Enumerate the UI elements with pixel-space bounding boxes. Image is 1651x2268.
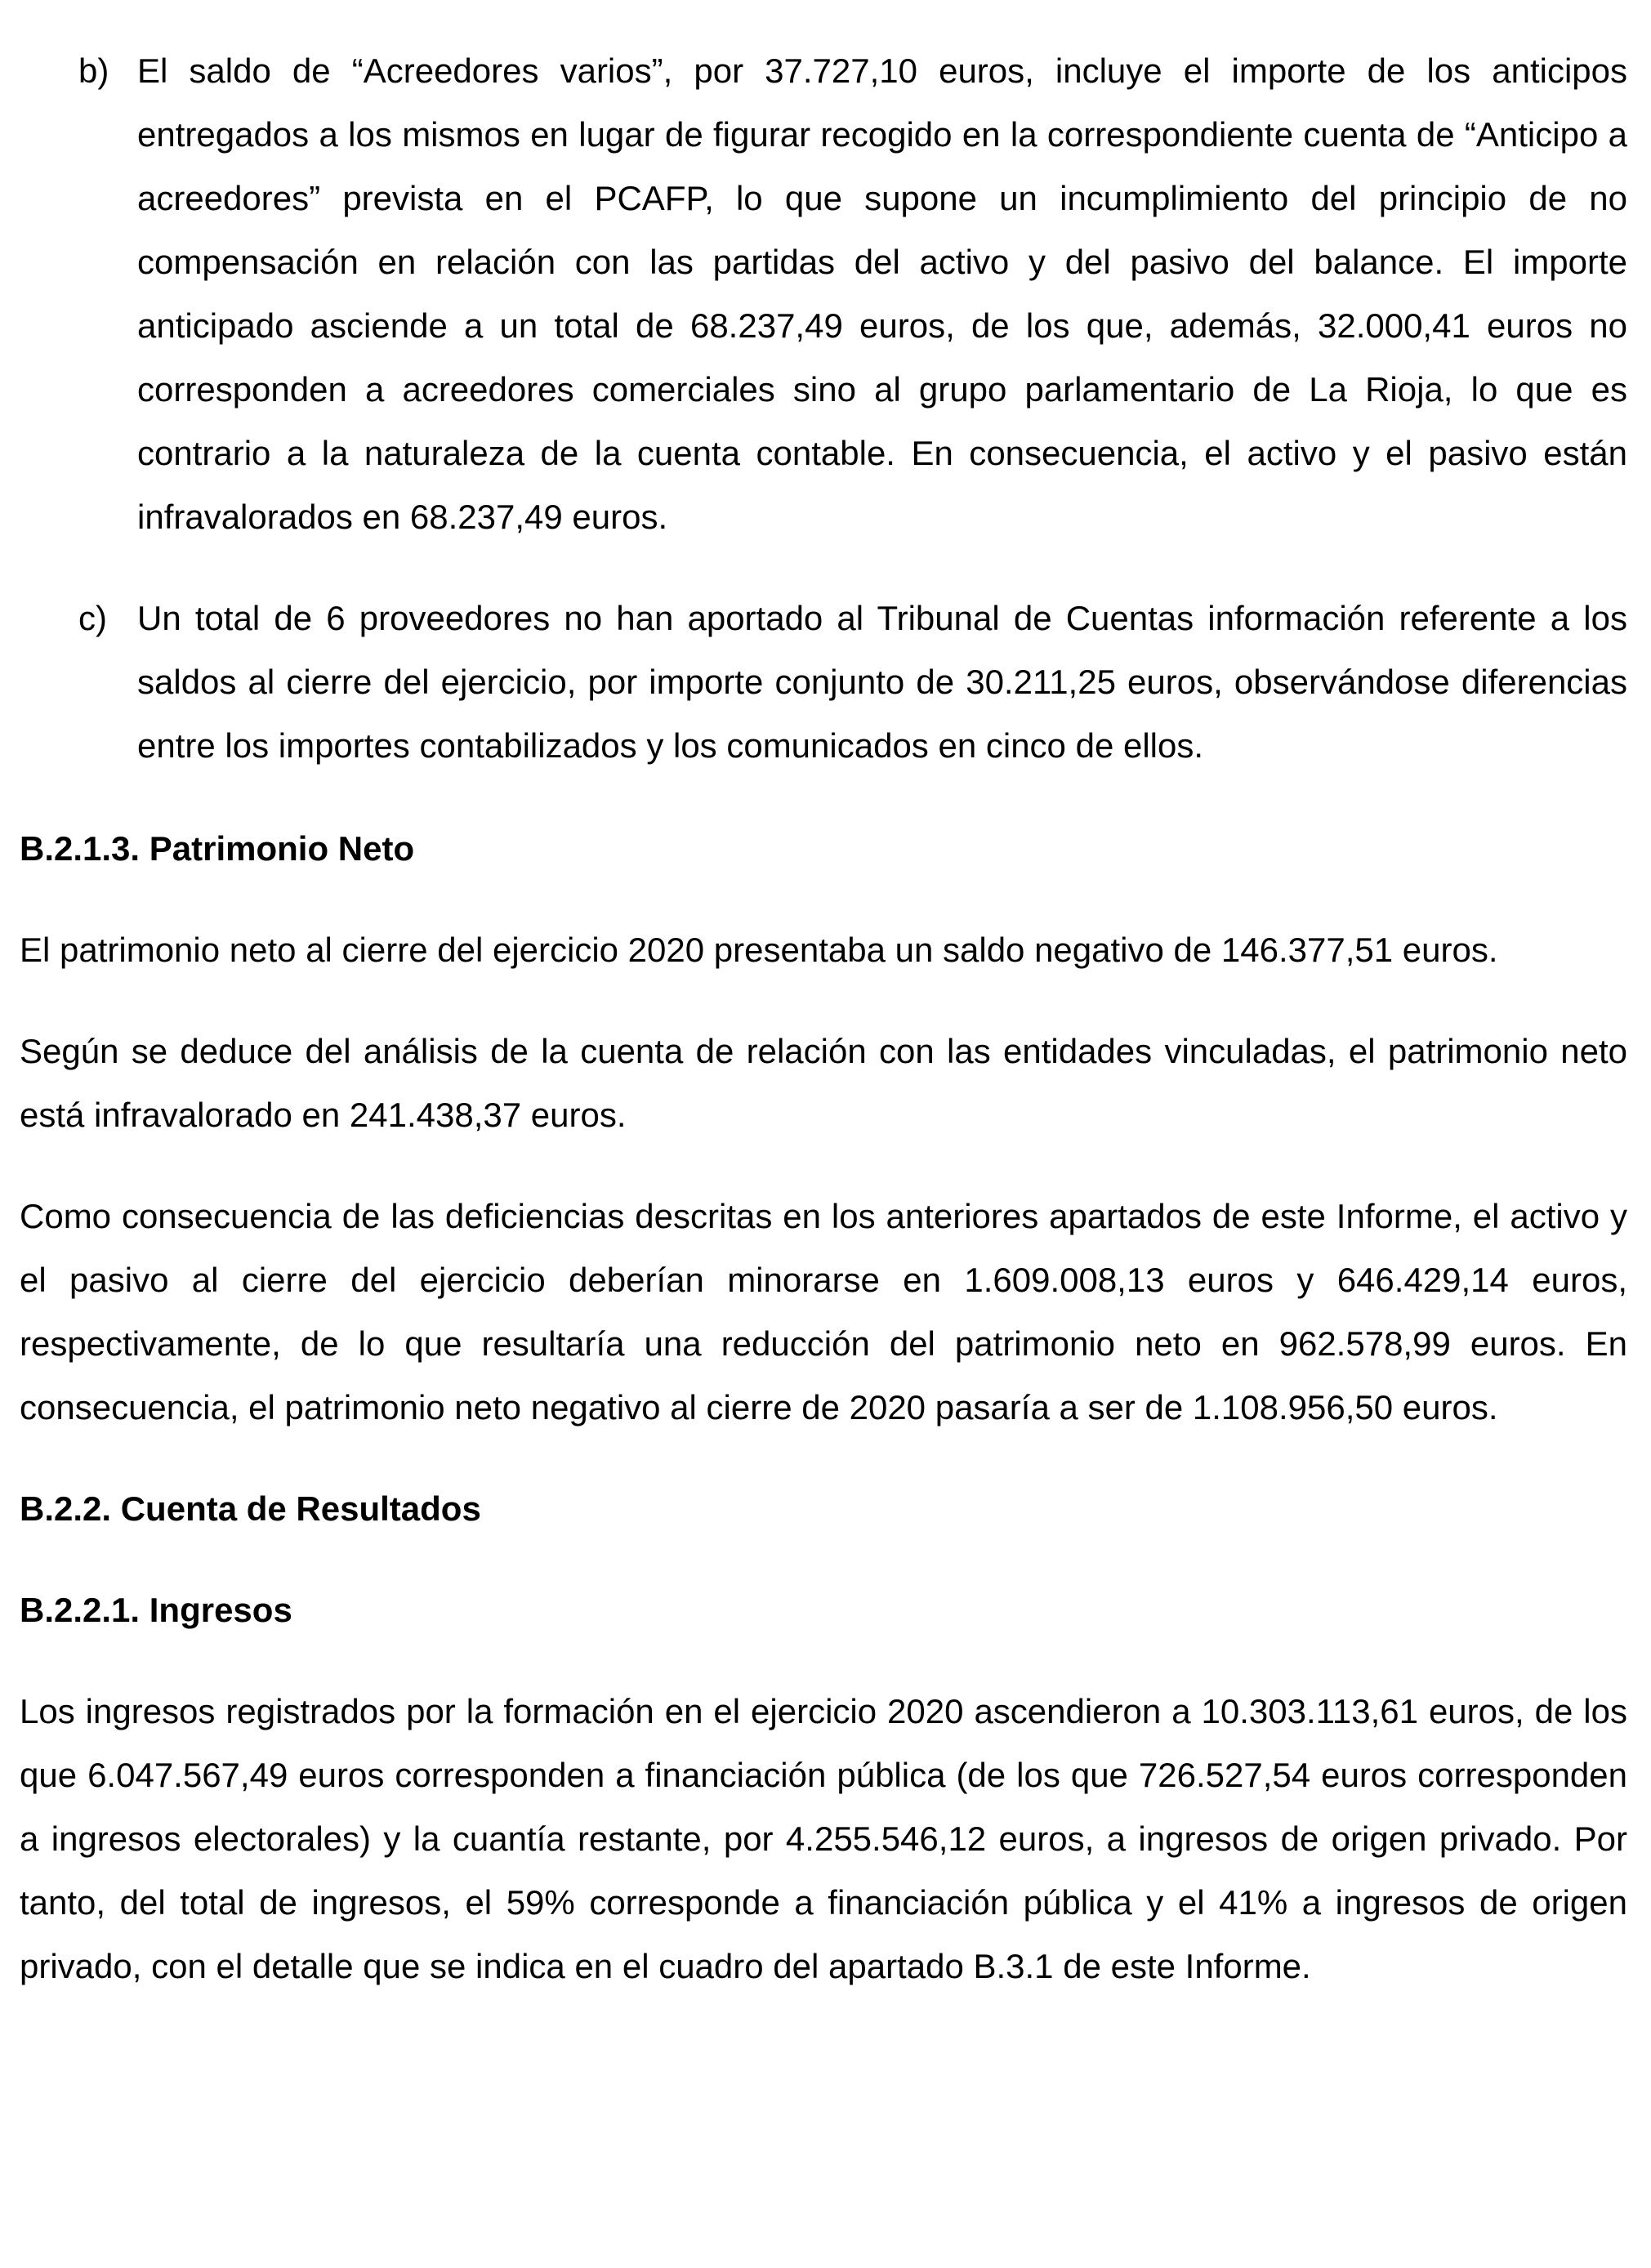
list-item-text: Un total de 6 proveedores no han aportado al Tribunal de Cuentas información referente a los saldos al cierre del ejercicio, por importe conjunto de 30.211,25 euros, observándose diferencias entre los importes contabilizados y los comunicados en cinco de ellos. (137, 599, 1627, 765)
document-page (20, 39, 1627, 1998)
list-item-text: El saldo de “Acreedores varios”, por 37.727,10 euros, incluye el importe de los anticipos entregados a los mismos en lugar de figurar recogido en la correspondiente cuenta de “Anticipo a acreedores” prevista en el PCAFP, lo que supone un incumplimiento del principio de no compensación en relación con las partidas del activo y del pasivo del balance. El importe anticipado asciende a un total de 68.237,49 euros, de los que, además, 32.000,41 euros no corresponden a acreedores comerciales sino al grupo parlamentario de La Rioja, lo que es contrario a la naturaleza de la cuenta contable. En consecuencia, el activo y el pasivo están infravalorados en 68.237,49 euros. (137, 51, 1627, 536)
section-heading-cuenta-resultados: B.2.2. Cuenta de Resultados (20, 1489, 481, 1528)
section-heading-patrimonio-neto: B.2.1.3. Patrimonio Neto (20, 829, 415, 868)
list-marker: c) (78, 599, 107, 637)
paragraph: Los ingresos registrados por la formación en el ejercicio 2020 ascendieron a 10.303.113,61 euros, de los que 6.047.567,49 euros corresponden a financiación pública (de los que 726.527,54 euros corresponden a ingresos electorales) y la cuantía restante, por 4.255.546,12 euros, a ingresos de origen privado. Por tanto, del total de ingresos, el 59% corresponde a financiación pública y el 41% a ingresos de origen privado, con el detalle que se indica en el cuadro del apartado B.3.1 de este Informe. (20, 1692, 1627, 1985)
paragraph: Según se deduce del análisis de la cuenta de relación con las entidades vinculadas, el patrimonio neto está infravalorado en 241.438,37 euros. (20, 1032, 1627, 1134)
list-item-c (20, 587, 1627, 778)
section-heading-ingresos: B.2.2.1. Ingresos (20, 1591, 292, 1629)
paragraph: El patrimonio neto al cierre del ejercicio 2020 presentaba un saldo negativo de 146.377,51 euros. (20, 931, 1498, 969)
list-item-b (20, 39, 1627, 549)
list-marker: b) (78, 51, 109, 90)
paragraph: Como consecuencia de las deficiencias descritas en los anteriores apartados de este Informe, el activo y el pasivo al cierre del ejercicio deberían minorarse en 1.609.008,13 euros y 646.429,14 euros, respectivamente, de lo que resultaría una reducción del patrimonio neto en 962.578,99 euros. En consecuencia, el patrimonio neto negativo al cierre de 2020 pasaría a ser de 1.108.956,50 euros. (20, 1197, 1627, 1426)
